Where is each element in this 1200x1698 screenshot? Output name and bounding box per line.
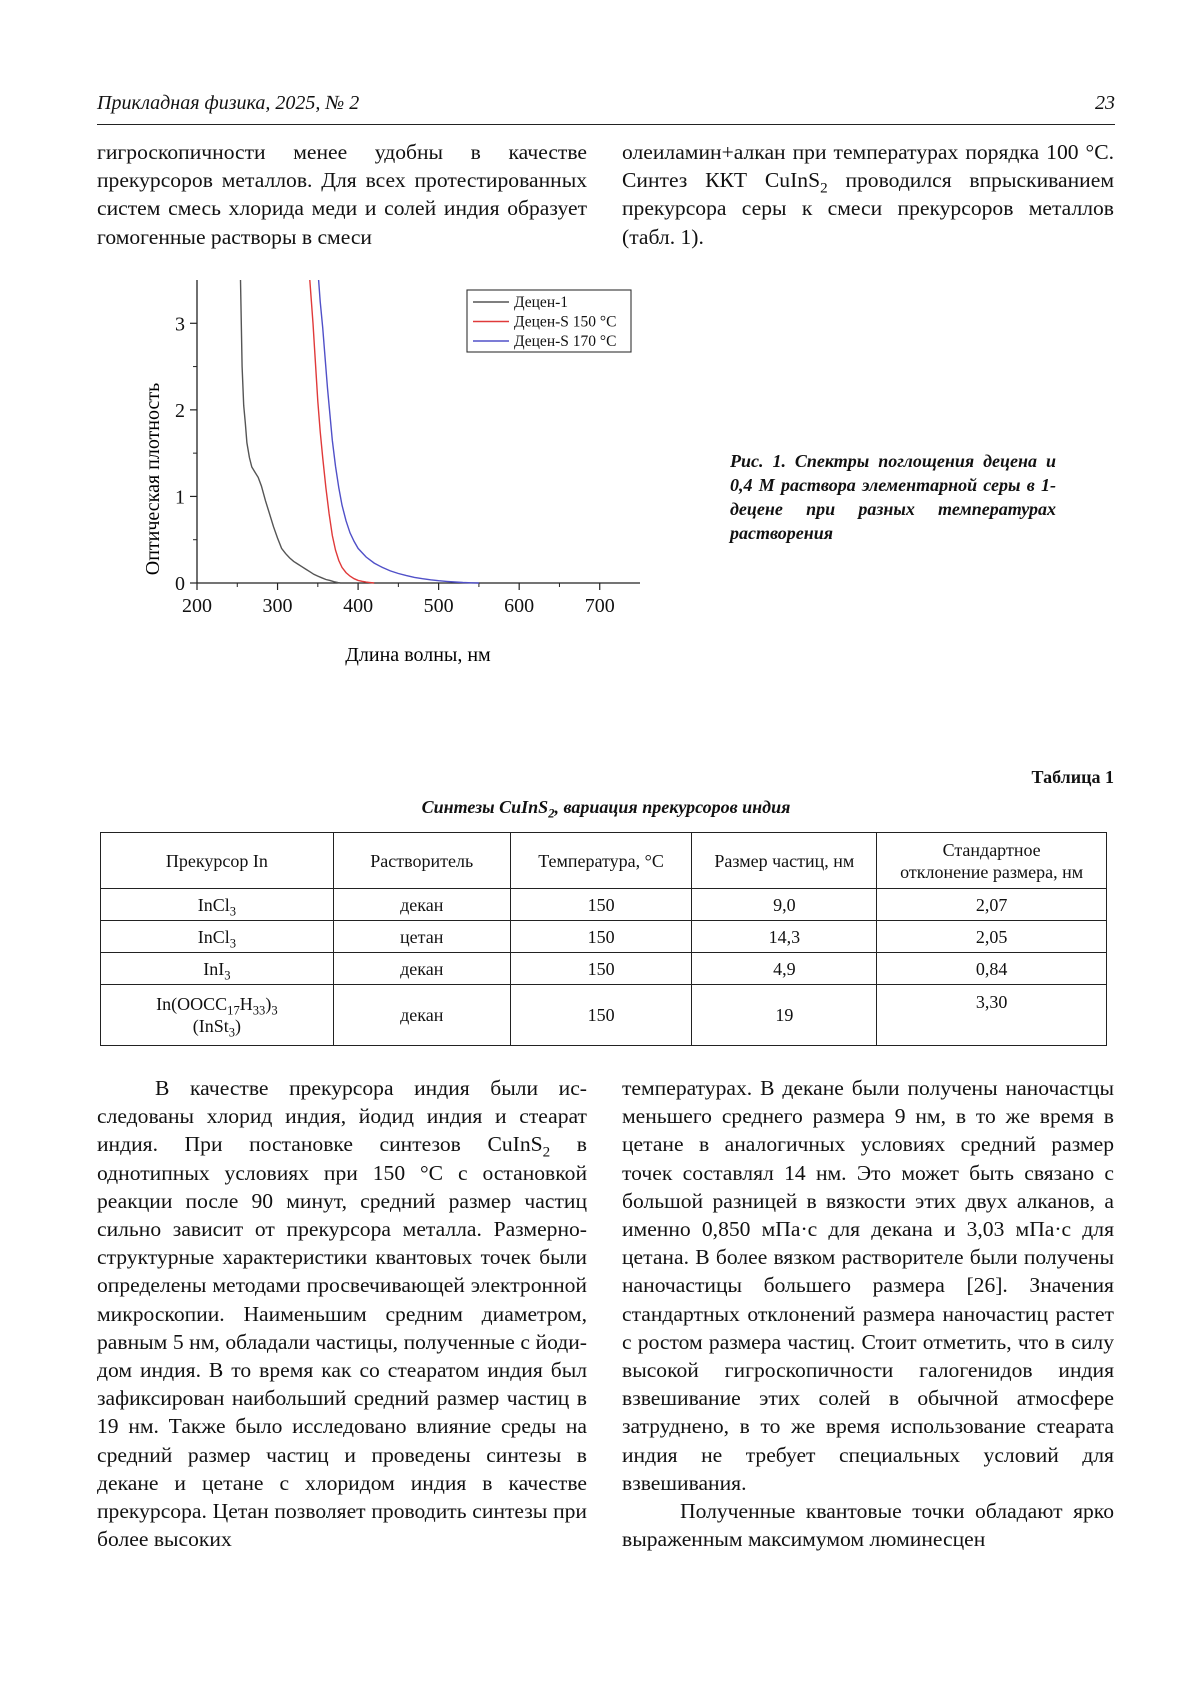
series-line [310,280,374,583]
figure-caption: Рис. 1. Спектры поглощения децена и 0,4 М раствора элементарной серы в 1-децене при разных температурах растворения [730,451,1056,543]
header-precursor: Прекурсор In [101,833,334,889]
header-solvent: Растворитель [333,833,510,889]
cell-size: 19 [692,985,877,1046]
paragraph: Полученные квантовые точки обладают ярко выраженным максимумом люминесцен [622,1499,1114,1552]
text-run: In(OOCC [156,994,228,1014]
table-row [101,953,1107,985]
journal-title: Прикладная физика, 2025, № 2 [97,92,360,114]
page-number: 23 [1095,92,1115,114]
synthesis-table [100,832,1107,1046]
cell-solvent: декан [333,985,510,1046]
page-header [97,90,1115,125]
table-row [101,985,1107,1046]
x-tick-label: 400 [343,595,374,617]
text-run: ) [265,994,272,1014]
cell-solvent: декан [333,889,510,921]
table-title [97,797,1115,821]
subscript: 2 [820,180,828,197]
y-tick-label: 1 [175,486,185,509]
text-run: в однотипных условиях при 150 °C с остановкой реакции после 90 минут, средний размер частиц сильно зависит от прекурсора металла. Размерно-структурные характеристики квантовых точек были определены методами просвечивающей электронной микроскопии. Наименьшим средним диаметром, равным 5 нм, обладали частицы, полученные с йодидом индия. В то время как со стеаратом индия был зафиксирован наибольший средний размер частиц в 19 нм. Также было исследовано влияние среды на средний размер частиц и проведены синтезы в декане и цетане с хлоридом индия в качестве прекурсора. Цетан позволяет проводить синтезы при более высоких [97,1132,587,1552]
cell-temperature: 150 [510,953,692,985]
subscript: 17 [227,1003,240,1018]
subscript: 3 [229,904,237,919]
subscript: 3 [229,936,237,951]
chart-series [241,280,479,583]
absorption-figure [140,280,720,705]
text-run: Синтезы CuInS [421,797,549,817]
subscript: 2 [548,806,555,821]
text-run: , вариация прекурсоров индия [554,797,791,817]
chart-legend [467,290,631,352]
header-stdev-line2: отклонение размера, нм [900,861,1084,882]
x-tick-label: 200 [182,595,212,617]
text-run: олеиламин+алкан при температурах порядка 100 °C. Синтез ККТ CuInS [622,140,1114,193]
text-run: InCl [197,894,230,915]
subscript: 33 [252,1003,266,1018]
cell-stdev: 2,05 [877,921,1107,953]
x-axis-label: Длина волны, нм [345,644,491,666]
cell-precursor [101,953,334,985]
cell-temperature: 150 [510,889,692,921]
text-run: H [239,994,253,1014]
bottom-left-column [97,1074,587,1553]
table-row [101,889,1107,921]
cell-size: 14,3 [692,921,877,953]
cell-temperature: 150 [510,985,692,1046]
legend-entry: Децен-S 150 °C [514,313,617,331]
subscript: 3 [228,1025,236,1040]
cell-precursor [101,889,334,921]
series-line [319,280,479,583]
bottom-right-column [622,1074,1114,1553]
legend-entry: Децен-1 [514,294,569,311]
cell-precursor [101,921,334,953]
cell-stdev: 2,07 [877,889,1107,921]
subscript: 3 [224,968,231,983]
cell-stdev: 3,30 [877,985,1107,1046]
header-temperature: Температура, °C [510,833,692,889]
cell-stdev: 0,84 [877,953,1107,985]
header-stdev [877,833,1107,889]
text-run: В качестве прекурсора индия были исследованы хлорид индия, йодид индия и стеарат индия. При постановке синтезов CuInS [97,1076,587,1157]
text-run: InI [203,958,225,979]
x-tick-label: 300 [262,595,293,617]
absorption-chart [140,280,720,705]
table-label: Таблица 1 [1031,767,1114,787]
y-tick-label: 0 [175,573,185,595]
paragraph [622,138,1114,251]
paragraph: гигроскопичности менее удобны в качестве прекурсоров металлов. Для всех протестированных систем смесь хлорида меди и солей индия образует гомогенные растворы в смеси [97,140,587,249]
text-run: (InSt [192,1016,229,1036]
legend-entry: Децен-S 170 °C [514,333,617,350]
header-stdev-line1: Стандартное [942,839,1041,860]
x-tick-label: 700 [584,595,615,617]
subscript: 3 [271,1003,278,1018]
text-run: InCl [197,926,230,947]
subscript: 2 [542,1144,551,1161]
series-line [241,280,341,583]
y-tick-label: 2 [175,399,185,422]
text-run: проводился впрыскиванием прекурсора серы к смеси прекурсоров металлов (табл. 1). [622,168,1114,249]
top-left-column [97,138,587,251]
chart-ticks [175,313,615,617]
cell-size: 9,0 [692,889,877,921]
table-row [101,921,1107,953]
cell-solvent: декан [333,953,510,985]
cell-size: 4,9 [692,953,877,985]
top-right-column [622,138,1114,251]
cell-precursor [101,985,334,1046]
paragraph [97,1074,587,1553]
x-tick-label: 500 [423,595,454,617]
table-header-row [101,833,1107,889]
text-run: ) [235,1016,242,1036]
cell-temperature: 150 [510,921,692,953]
y-tick-label: 3 [175,313,185,336]
header-size: Размер частиц, нм [692,833,877,889]
paragraph: температурах. В декане были получены наночастцы меньшего среднего размера 9 нм, в то же время в цетане в аналогичных условиях средний размер точек составлял 14 нм. Это может быть связано с большой разницей в вязкости этих двух алканов, а именно 0,850 мПа·с для декана и 3,03 мПа·с для цетана. В более вязком растворителе были получены наночастицы большего размера [26]. Значения стандартных отклонений размера наночастиц растет с ростом размера частиц. Стоит отметить, что в силу высокой гигроскопичности галогенидов индия взвешивание этих солей в обычной атмосфере затруднено, в то же время использование стеарата индия не требует специальных условий для взвешивания. [622,1076,1114,1495]
cell-solvent: цетан [333,921,510,953]
y-axis-label: Оптическая плотность [142,382,164,576]
x-tick-label: 600 [504,595,535,617]
